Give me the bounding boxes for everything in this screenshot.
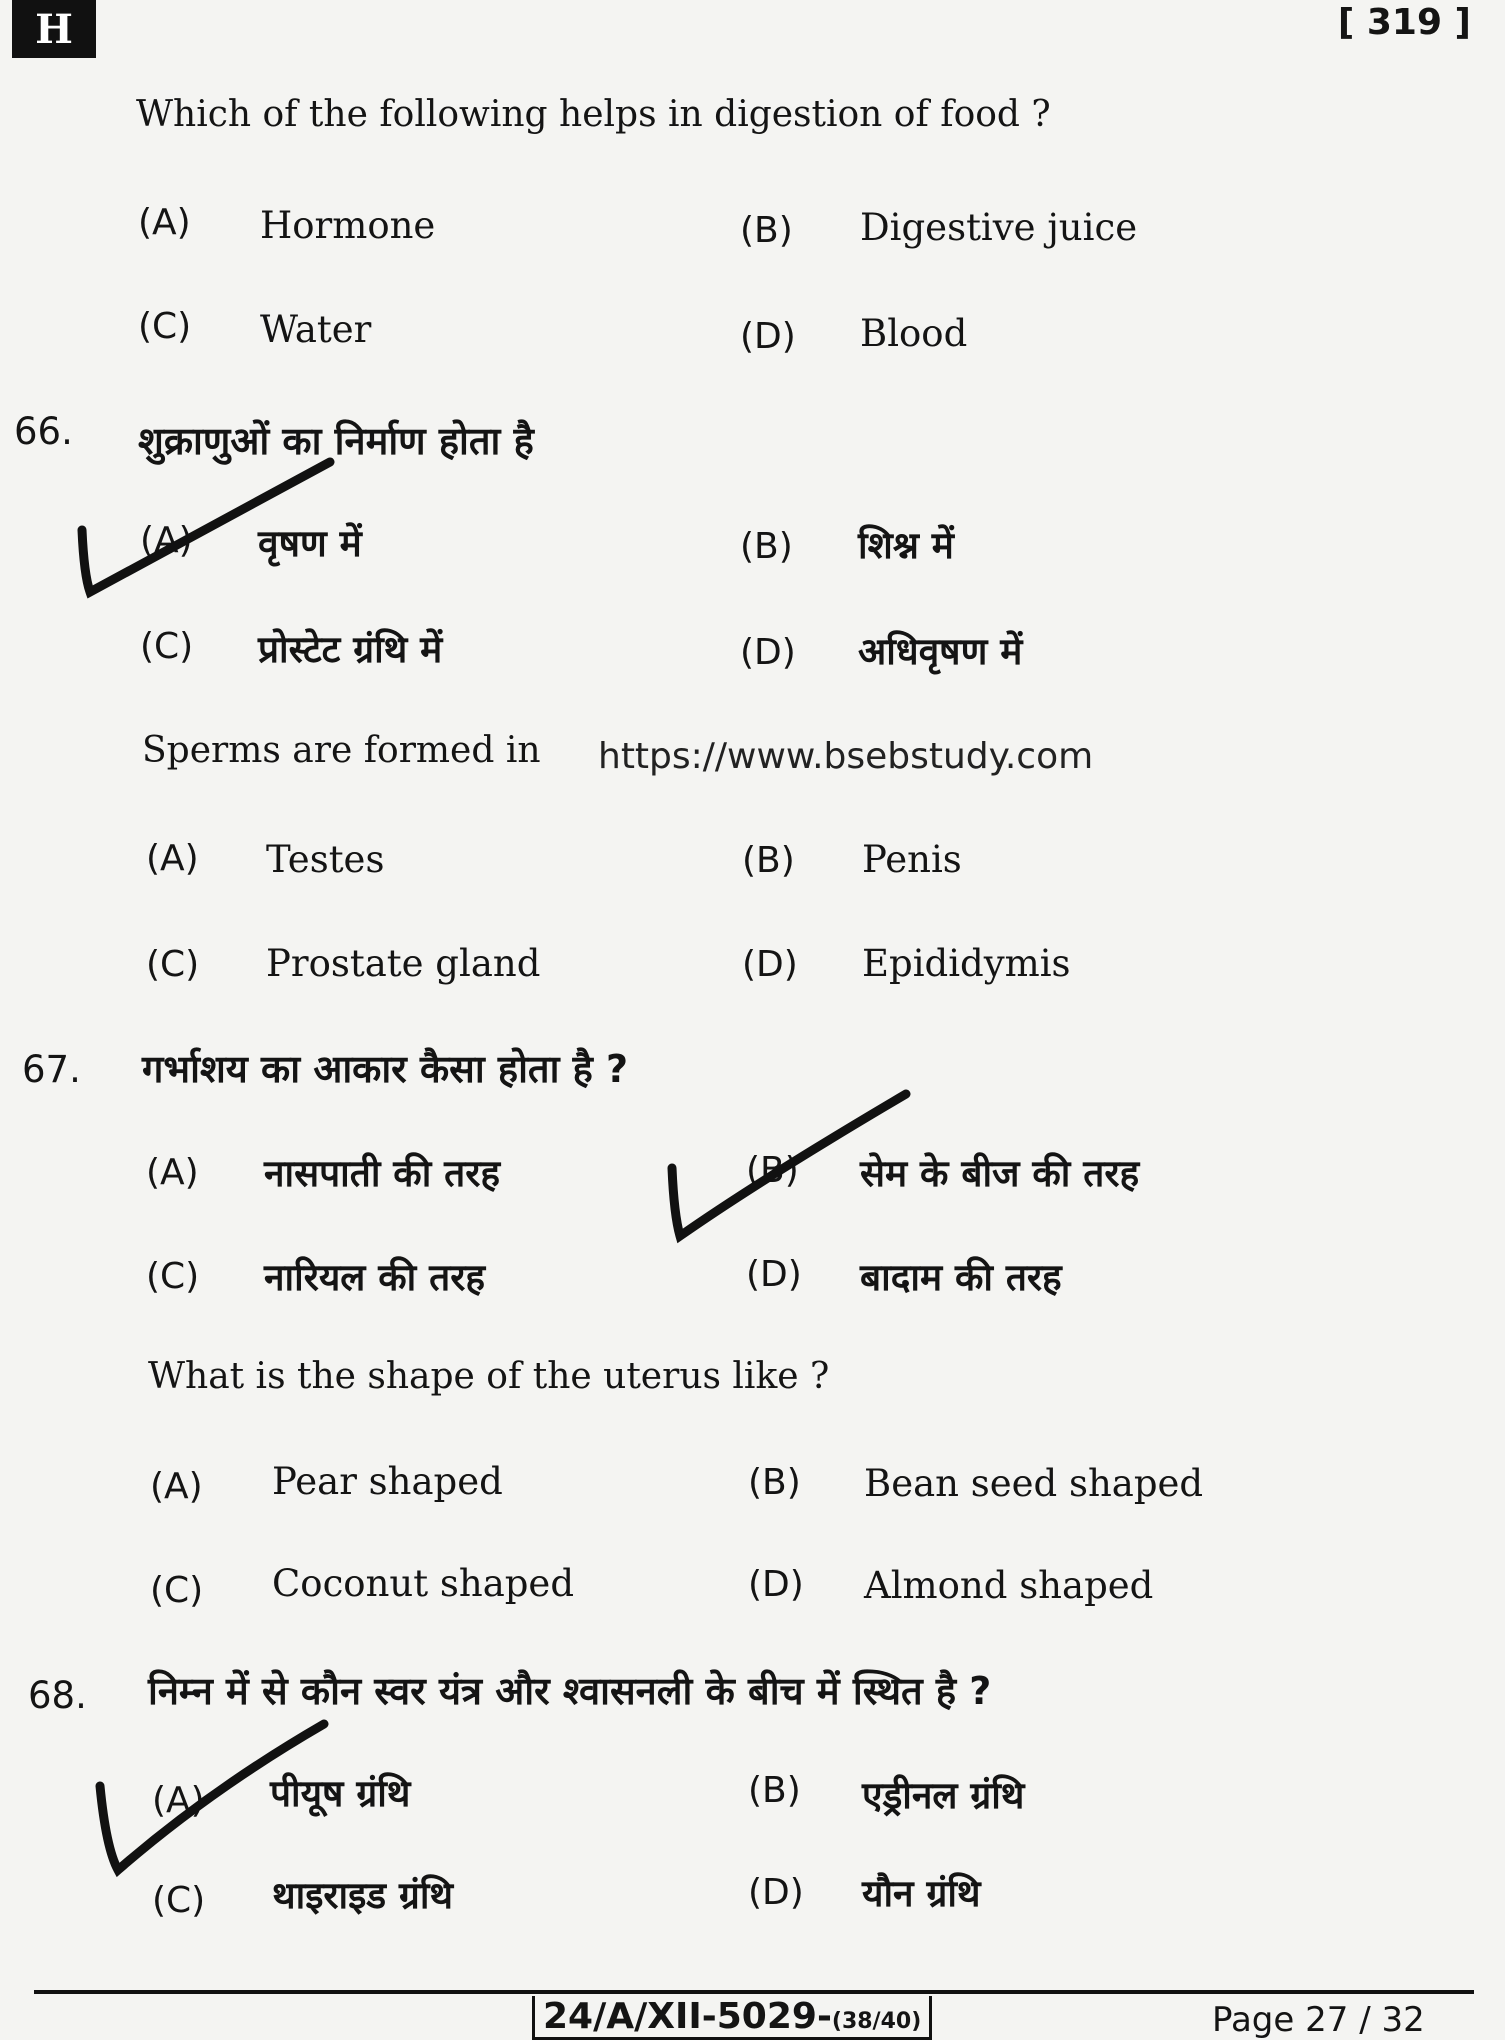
q67-english-option-a-label: (A) xyxy=(150,1466,203,1507)
q67-hindi-option-d-label: (D) xyxy=(746,1254,802,1295)
q66-hindi-option-d-text: अधिवृषण में xyxy=(858,630,1023,673)
section-badge: H xyxy=(12,0,96,58)
q66-hindi-option-a-label: (A) xyxy=(140,520,193,561)
q65-option-d-label: (D) xyxy=(740,316,796,357)
q66-hindi-option-b-label: (B) xyxy=(740,526,793,567)
q67-hindi-option-a-label: (A) xyxy=(146,1152,199,1193)
q68-option-a-text: पीयूष ग्रंथि xyxy=(270,1772,411,1815)
q67-hindi-option-a-text: नासपाती की तरह xyxy=(264,1152,501,1195)
q68-option-d-label: (D) xyxy=(748,1872,804,1913)
q68-option-a-label: (A) xyxy=(152,1780,205,1821)
q68-option-b-text: एड्रीनल ग्रंथि xyxy=(862,1774,1025,1817)
q67-hindi-option-c-label: (C) xyxy=(146,1256,200,1297)
q65-option-b-label: (B) xyxy=(740,210,793,251)
q67-english-option-d-label: (D) xyxy=(748,1564,804,1605)
q65-option-a-text: Hormone xyxy=(260,204,436,247)
q65-option-d-text: Blood xyxy=(860,312,968,355)
q66-hindi-option-c-text: प्रोस्टेट ग्रंथि में xyxy=(258,628,443,671)
page-of: Page 27 / 32 xyxy=(1212,2000,1425,2040)
q65-option-a-label: (A) xyxy=(138,202,191,243)
q66-hindi-option-a-text: वृषण में xyxy=(258,522,362,565)
q68-option-d-text: यौन ग्रंथि xyxy=(862,1872,981,1915)
q66-english-text: Sperms are formed in xyxy=(142,730,541,771)
q67-hindi-option-b-text: सेम के बीज की तरह xyxy=(860,1152,1140,1195)
q67-hindi-text: गर्भाशय का आकार कैसा होता है ? xyxy=(142,1047,629,1091)
q66-hindi-option-c-label: (C) xyxy=(140,626,194,667)
q65-option-c-text: Water xyxy=(260,308,372,351)
q67-hindi-option-d-text: बादाम की तरह xyxy=(860,1256,1062,1299)
paper-code-main: 24/A/XII-5029- xyxy=(543,1996,832,2037)
footer-rule xyxy=(34,1990,1474,1994)
q68-number: 68. xyxy=(28,1674,87,1717)
paper-code xyxy=(532,1996,932,2040)
q67-english-option-b-text: Bean seed shaped xyxy=(864,1462,1204,1505)
q66-english-option-d-label: (D) xyxy=(742,944,798,985)
q66-english-option-c-text: Prostate gland xyxy=(266,942,541,985)
q67-english-option-a-text: Pear shaped xyxy=(272,1460,503,1503)
q68-option-b-label: (B) xyxy=(748,1770,801,1811)
q67-hindi-option-c-text: नारियल की तरह xyxy=(264,1256,486,1299)
q67-english-option-c-text: Coconut shaped xyxy=(272,1562,575,1605)
q65-option-b-text: Digestive juice xyxy=(860,206,1138,249)
page-code: [ 319 ] xyxy=(1337,2,1471,43)
q67-english-option-b-label: (B) xyxy=(748,1462,801,1503)
q66-english-option-b-label: (B) xyxy=(742,840,795,881)
q66-hindi-option-d-label: (D) xyxy=(740,632,796,673)
q66-hindi-text: शुक्राणुओं का निर्माण होता है xyxy=(138,419,534,463)
q67-number: 67. xyxy=(22,1048,81,1091)
q66-english-option-a-text: Testes xyxy=(266,838,385,881)
q65-option-c-label: (C) xyxy=(138,306,192,347)
q68-option-c-label: (C) xyxy=(152,1880,206,1921)
q68-option-c-text: थाइराइड ग्रंथि xyxy=(272,1874,454,1917)
q67-english-option-d-text: Almond shaped xyxy=(864,1564,1154,1607)
q67-english-text: What is the shape of the uterus like ? xyxy=(148,1356,830,1397)
q66-number: 66. xyxy=(14,410,73,453)
q66-hindi-option-b-text: शिश्न में xyxy=(858,524,954,567)
q68-hindi-text: निम्न में से कौन स्वर यंत्र और श्वासनली के बीच में स्थित है ? xyxy=(148,1669,992,1713)
q66-english-option-a-label: (A) xyxy=(146,838,199,879)
q67-hindi-option-b-label: (B) xyxy=(746,1150,799,1191)
q66-english-option-d-text: Epididymis xyxy=(862,942,1071,985)
q67-english-option-c-label: (C) xyxy=(150,1570,204,1611)
watermark-url: https://www.bsebstudy.com xyxy=(598,736,1094,777)
q66-english-option-b-text: Penis xyxy=(862,838,962,881)
q66-english-option-c-label: (C) xyxy=(146,944,200,985)
paper-code-suffix: (38/40) xyxy=(831,2009,922,2034)
q65-english-text: Which of the following helps in digestion of food ? xyxy=(136,94,1051,135)
